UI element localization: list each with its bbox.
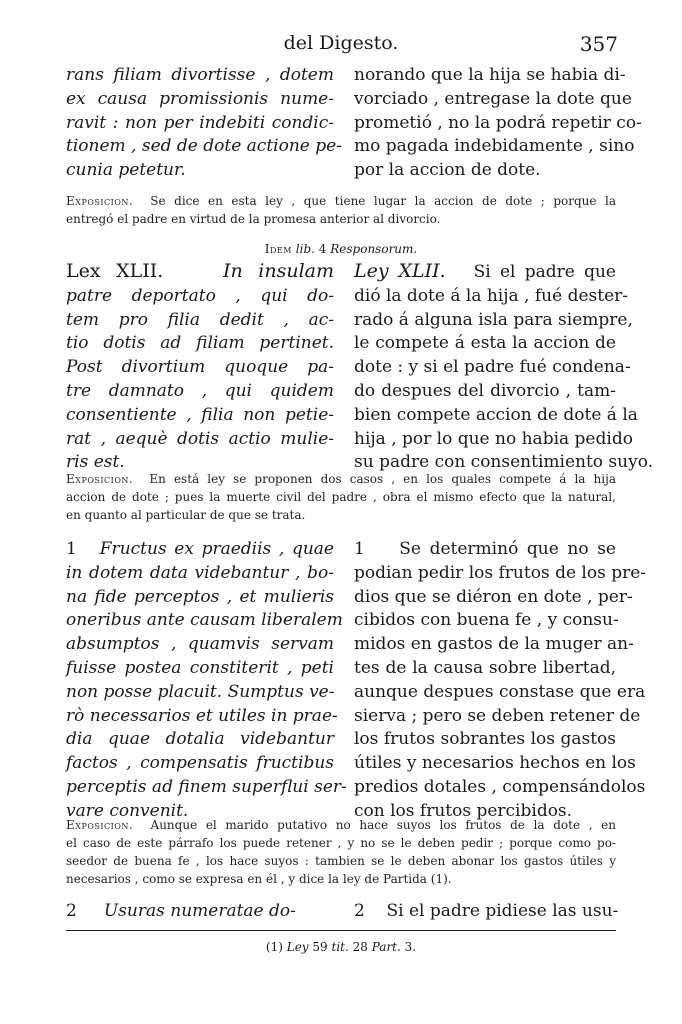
footnote-part-number: 3. (404, 940, 417, 954)
latin-line: tio dotis ad filiam pertinet. (66, 333, 334, 354)
latin-line: dia quae dotalia videbantur (66, 729, 334, 750)
spanish-line: norando que la hija se habia di- (354, 65, 626, 85)
latin-line: fuisse postea constiterit , peti (66, 657, 334, 678)
source-lib: lib. (295, 242, 315, 256)
footnote-tit: tit. (331, 940, 349, 954)
spanish-column-para2 (354, 900, 619, 924)
exposicion-label: Exposicion. (66, 472, 134, 486)
latin-line: ex causa promissionis nume- (66, 88, 334, 109)
spanish-line: bien compete accion de dote á la (354, 404, 638, 425)
footnote-title-number: 28 (352, 940, 368, 954)
exposicion-label: Exposicion. (66, 194, 134, 208)
spanish-line: mo pagada indebidamente , sino (354, 136, 635, 157)
exposicion-text: seedor de buena fe , los hace suyos : tambien se le deben abonar los gastos útiles y (66, 854, 616, 868)
exposicion-text: entregó el padre en virtud de la promesa anterior al divorcio. (66, 212, 441, 226)
exposicion-label: Exposicion. (66, 818, 134, 832)
exposicion-text: necesarios , como se expresa en él , y dice la ley de Partida (1). (66, 872, 452, 886)
footnote-law-number: 59 (312, 940, 328, 954)
spanish-line: hija , por lo que no habia pedido (354, 428, 633, 449)
spanish-line: Si el padre pidiese las usu- (386, 901, 619, 921)
source-heading (0, 242, 682, 256)
spanish-line: por la accion de dote. (354, 160, 541, 181)
latin-line: tionem , sed de dote actione pe- (66, 136, 342, 157)
paragraph-number: 2 (354, 901, 365, 921)
footnote (0, 940, 682, 954)
latin-line: rò necessarios et utiles in prae- (66, 705, 338, 726)
latin-line: rans filiam divortisse , dotem (66, 65, 334, 85)
spanish-line: dote : y si el padre fué condena- (354, 357, 631, 378)
spanish-line: cibidos con buena fe , y consu- (354, 610, 619, 631)
paragraph-number: 2 (66, 901, 77, 921)
latin-line: ris est. (66, 452, 125, 473)
footnote-marker: (1) (265, 940, 283, 954)
page-number: 357 (579, 32, 618, 56)
spanish-column-para1 (354, 538, 647, 824)
exposicion-text: el caso de este párrafo los puede retener , y no se le deben pedir ; porque como po- (66, 836, 616, 850)
latin-line: in dotem data videbantur , bo- (66, 562, 334, 583)
spanish-line: vorciado , entregase la dote que (354, 88, 632, 109)
spanish-line: dió la dote á la hija , fué dester- (354, 285, 629, 306)
latin-line: non posse placuit. Sumptus ve- (66, 681, 335, 702)
spanish-line: Si el padre que (473, 262, 616, 282)
spanish-line: los frutos sobrantes los gastos (354, 729, 616, 750)
latin-line: rat , aequè dotis actio mulie- (66, 428, 334, 449)
latin-line: patre deportato , qui do- (66, 285, 334, 306)
latin-line: Post divortium quoque pa- (66, 357, 334, 378)
spanish-column-block1 (354, 64, 642, 183)
spanish-line: con los frutos percibidos. (354, 800, 573, 821)
spanish-column-lex42 (354, 260, 654, 475)
spanish-line: do despues del divorcio , tam- (354, 380, 616, 401)
exposicion-text: En está ley se proponen dos casos , en los quales compete á la hija (149, 472, 616, 486)
exposicion-text: accion de dote ; pues la muerte civil del padre , obra el mismo efecto que la natural, (66, 490, 616, 504)
latin-line: Usuras numeratae do- (103, 901, 296, 921)
exposicion-block1 (66, 192, 616, 228)
source-number: 4 (318, 242, 327, 256)
latin-line: oneribus ante causam liberalem (66, 610, 343, 631)
spanish-line: prometió , no la podrá repetir co- (354, 112, 642, 133)
latin-line: perceptis ad finem superflui ser- (66, 776, 347, 797)
spanish-line: le compete á esta la accion de (354, 333, 616, 354)
exposicion-para1 (66, 816, 616, 888)
latin-line: Fructus ex praediis , quae (99, 539, 334, 559)
latin-column-lex42 (66, 260, 334, 475)
source-author: Idem (264, 242, 292, 256)
spanish-line: tes de la causa sobre libertad, (354, 657, 616, 678)
exposicion-lex42 (66, 470, 616, 524)
spanish-line: midos en gastos de la muger an- (354, 634, 634, 655)
exposicion-text: en quanto al particular de que se trata. (66, 508, 306, 522)
spanish-line: aunque despues constase que era (354, 681, 646, 702)
latin-line: In insulam (222, 260, 334, 282)
latin-line: cunia petetur. (66, 160, 186, 181)
latin-line: tem pro filia dedit , ac- (66, 309, 334, 330)
footnote-rule (66, 930, 616, 931)
spanish-line: Se determinó que no se (399, 539, 616, 559)
spanish-line: su padre con consentimiento suyo. (354, 452, 654, 473)
latin-column-para1 (66, 538, 347, 824)
running-header: del Digesto. (283, 32, 399, 54)
latin-line: consentiente , filia non petie- (66, 404, 334, 425)
spanish-line: útiles y necesarios hechos en los (354, 753, 636, 774)
source-book: Responsorum. (330, 242, 418, 256)
spanish-line: dios que se diéron en dote , per- (354, 586, 633, 607)
spanish-line: predios dotales , compensándolos (354, 776, 646, 797)
spanish-line: sierva ; pero se deben retener de (354, 705, 641, 726)
footnote-ley: Ley (286, 940, 309, 954)
latin-line: ravit : non per indebiti condic- (66, 112, 334, 133)
latin-column-para2 (66, 900, 334, 924)
latin-line: na fide perceptos , et mulieris (66, 586, 334, 607)
law-number-latin: Lex XLII. (66, 260, 164, 282)
footnote-part: Part. (371, 940, 401, 954)
spanish-line: podian pedir los frutos de los pre- (354, 562, 647, 583)
spanish-line: rado á alguna isla para siempre, (354, 309, 633, 330)
latin-line: absumptos , quamvis servam (66, 634, 334, 655)
exposicion-text: Se dice en esta ley , que tiene lugar la accion de dote ; porque la (150, 194, 616, 208)
latin-line: factos , compensatis fructibus (66, 753, 334, 774)
latin-line: vare convenit. (66, 800, 189, 821)
paragraph-number: 1 (66, 539, 77, 559)
latin-column-block1 (66, 64, 342, 183)
law-number-spanish: Ley XLII. (354, 260, 446, 282)
paragraph-number: 1 (354, 539, 365, 559)
latin-line: tre damnato , qui quidem (66, 380, 334, 401)
exposicion-text: Aunque el marido putativo no hace suyos los frutos de la dote , en (150, 818, 617, 832)
